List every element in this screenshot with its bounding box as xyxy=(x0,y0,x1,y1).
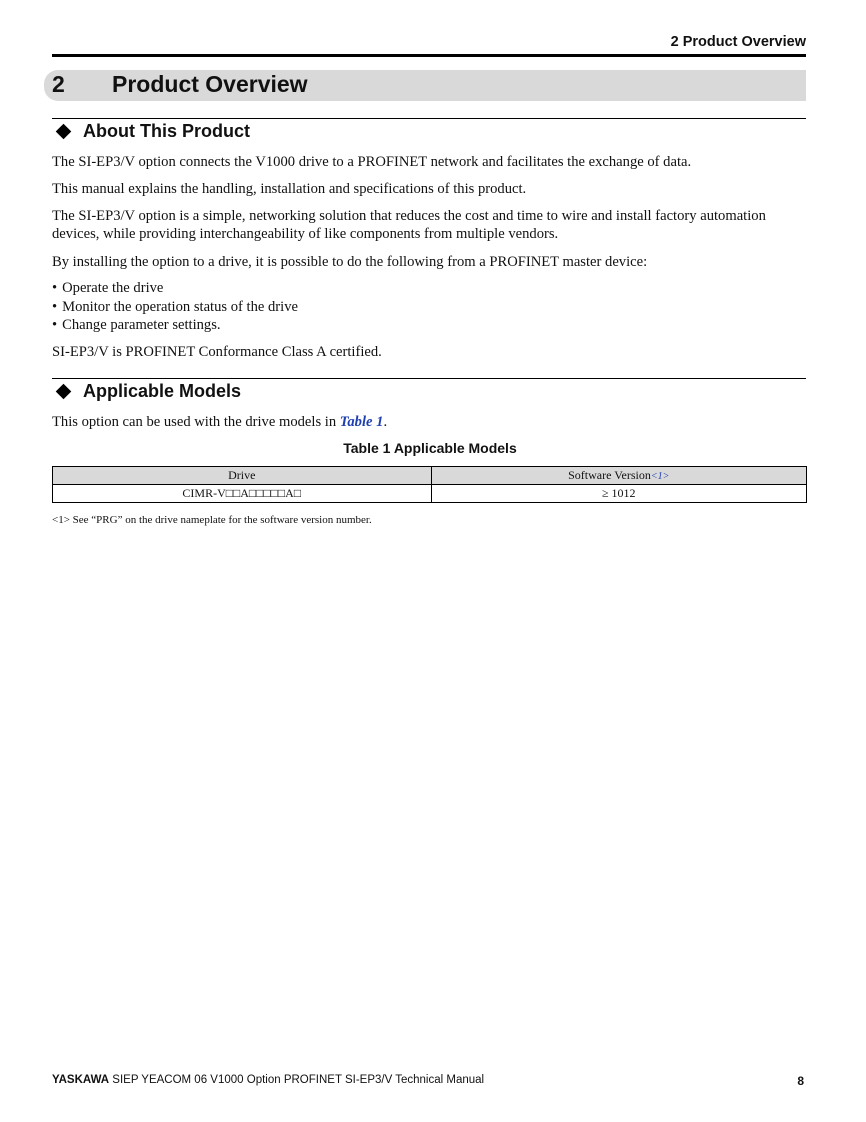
paragraph: SI-EP3/V is PROFINET Conformance Class A certified. xyxy=(52,344,382,360)
column-header-text: Software Version xyxy=(568,468,651,482)
list-item: • Operate the drive xyxy=(52,279,804,298)
column-header-software-version xyxy=(431,467,807,485)
intro-suffix: . xyxy=(383,414,388,430)
page-number: 8 xyxy=(797,1074,804,1088)
section-heading-about xyxy=(55,121,250,142)
applicable-models-table xyxy=(52,466,807,503)
running-header: 2 Product Overview xyxy=(670,34,806,50)
table-header-row xyxy=(53,467,807,485)
section-heading-text: About This Product xyxy=(83,121,250,141)
diamond-bullet-icon xyxy=(56,384,72,400)
section-rule xyxy=(52,378,806,379)
table-caption: Table 1 Applicable Models xyxy=(343,440,517,456)
chapter-title: Product Overview xyxy=(112,71,308,97)
table-footnote: <1> See “PRG” on the drive nameplate for the software version number. xyxy=(52,514,372,526)
column-header-drive: Drive xyxy=(53,467,432,485)
bullet-list xyxy=(52,279,804,335)
section-rule xyxy=(52,118,806,119)
intro-text: This option can be used with the drive models in xyxy=(52,414,340,430)
diamond-bullet-icon xyxy=(56,124,72,140)
drive-model-cell: CIMR-V□□A□□□□□A□ xyxy=(53,485,432,503)
footer-document-title xyxy=(52,1074,484,1086)
software-version-cell: ≥ 1012 xyxy=(431,485,807,503)
list-item: • Monitor the operation status of the drive xyxy=(52,298,804,317)
paragraph xyxy=(52,413,804,431)
footer-brand: YASKAWA xyxy=(52,1074,110,1086)
section-heading-text: Applicable Models xyxy=(83,381,242,401)
table-cross-reference-link[interactable]: Table 1 xyxy=(339,414,384,430)
header-rule xyxy=(52,54,806,57)
paragraph: By installing the option to a drive, it is possible to do the following from a PROFINET master device: xyxy=(52,254,648,270)
paragraph: The SI-EP3/V option connects the V1000 drive to a PROFINET network and facilitates the exchange of data. xyxy=(52,154,692,170)
table-row xyxy=(53,485,807,503)
section-heading-models xyxy=(55,381,241,402)
paragraph: This manual explains the handling, installation and specifications of this product. xyxy=(52,181,527,197)
footer-doc-text: SIEP YEACOM 06 V1000 Option PROFINET SI-EP3/V Technical Manual xyxy=(109,1074,485,1086)
footnote-reference-link[interactable]: <1> xyxy=(650,471,670,482)
list-item: • Change parameter settings. xyxy=(52,316,804,335)
paragraph: The SI-EP3/V option is a simple, networking solution that reduces the cost and time to wire and install factory automation devices, while providing interchangeability of like components from multiple vendors. xyxy=(52,208,766,242)
chapter-number: 2 xyxy=(52,71,65,97)
